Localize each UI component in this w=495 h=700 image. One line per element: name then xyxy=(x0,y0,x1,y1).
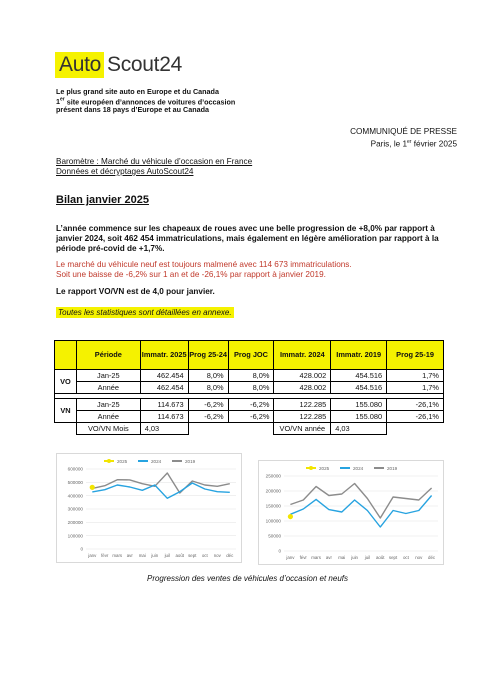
table-cell-empty xyxy=(387,423,444,435)
table-cell: 8,0% xyxy=(188,370,228,382)
table-row xyxy=(55,370,444,382)
x-tick-label: août xyxy=(375,555,385,560)
y-tick-label: 150000 xyxy=(265,503,281,509)
data-point-2025 xyxy=(90,485,95,490)
chart-caption: Progression des ventes de véhicules d’occasion et neufs xyxy=(146,574,348,583)
table-cell: -6,2% xyxy=(188,399,228,411)
table-row xyxy=(55,411,444,423)
y-tick-label: 200000 xyxy=(67,519,83,525)
annex-note: Toutes les statistiques sont détaillées en annexe. xyxy=(58,308,232,317)
x-tick-label: janv xyxy=(286,555,295,560)
x-tick-label: avr xyxy=(325,555,332,560)
x-tick-label: mars xyxy=(311,555,321,560)
x-tick-label: nov xyxy=(213,553,221,558)
x-tick-label: mai xyxy=(138,553,146,558)
group-label-vn: VN xyxy=(55,399,77,423)
y-tick-label: 100000 xyxy=(265,518,281,524)
table-header: Période xyxy=(76,341,140,370)
x-tick-label: janv xyxy=(88,553,97,558)
press-release-date: Paris, le 1er février 2025 xyxy=(370,139,457,149)
table-cell-empty xyxy=(228,423,274,435)
chart-frame xyxy=(57,454,242,563)
table-cell: -6,2% xyxy=(228,411,274,423)
autoscout24-logo xyxy=(55,52,182,78)
y-tick-label: 400000 xyxy=(67,493,83,499)
table-header-row xyxy=(55,341,444,370)
table-cell: Jan-25 xyxy=(76,399,140,411)
y-tick-label: 200000 xyxy=(265,488,281,494)
table-header: Immatr. 2019 xyxy=(331,341,387,370)
table-cell: 8,0% xyxy=(188,382,228,394)
x-tick-label: juin xyxy=(351,555,359,560)
legend-label: 2024 xyxy=(353,466,364,471)
table-cell: 8,0% xyxy=(228,370,274,382)
table-cell: 114.673 xyxy=(140,399,188,411)
tagline-line-3: présent dans 18 pays d’Europe et au Canada xyxy=(56,105,209,114)
x-tick-label: août xyxy=(175,553,185,558)
x-tick-label: mai xyxy=(338,555,346,560)
table-cell: 155.080 xyxy=(331,399,387,411)
table-cell-empty xyxy=(188,423,228,435)
vn-sales-chart xyxy=(258,460,444,565)
ratio-year-value: 4,03 xyxy=(331,423,387,435)
table-cell: 428.002 xyxy=(274,382,331,394)
table-row xyxy=(55,399,444,411)
x-tick-label: oct xyxy=(402,555,409,560)
table-cell: 1,7% xyxy=(387,382,444,394)
table-cell-empty xyxy=(55,423,77,435)
logo-auto: Auto xyxy=(55,52,104,78)
table-cell: 122.285 xyxy=(274,411,331,423)
vn-text-2: Soit une baisse de -6,2% sur 1 an et de -26,1% par rapport à janvier 2019. xyxy=(56,270,326,279)
x-tick-label: juin xyxy=(151,553,159,558)
legend-label: 2024 xyxy=(151,459,162,464)
table-header: Prog 25-19 xyxy=(387,341,444,370)
table-cell: 462.454 xyxy=(140,370,188,382)
x-tick-label: juil xyxy=(164,553,170,558)
group-label-vo: VO xyxy=(55,370,77,394)
stats-table xyxy=(54,340,444,435)
tagline-rank: 1er xyxy=(56,97,65,107)
x-tick-label: nov xyxy=(415,555,423,560)
table-cell: 114.673 xyxy=(140,411,188,423)
legend-marker xyxy=(107,459,111,463)
table-cell: -26,1% xyxy=(387,399,444,411)
x-tick-label: avr xyxy=(126,553,133,558)
ratio-month-label: VO/VN Mois xyxy=(76,423,140,435)
vo-sales-chart xyxy=(56,453,242,563)
vn-text-1: Le marché du véhicule neuf est toujours malmené avec 114 673 immatriculations. xyxy=(56,260,352,269)
y-tick-label: 0 xyxy=(278,548,281,554)
y-tick-label: 0 xyxy=(80,546,83,552)
table-cell: 8,0% xyxy=(228,382,274,394)
table-cell: -26,1% xyxy=(387,411,444,423)
tagline-line-2-text: site européen d’annonces de voitures d’occasion xyxy=(64,97,236,107)
table-cell: Année xyxy=(76,411,140,423)
legend-label: 2025 xyxy=(117,459,128,464)
y-tick-label: 500000 xyxy=(67,479,83,485)
legend-marker xyxy=(309,466,313,470)
table-footer-row xyxy=(55,423,444,435)
table-cell: -6,2% xyxy=(188,411,228,423)
legend-label: 2019 xyxy=(185,459,196,464)
tagline-line-1: Le plus grand site auto en Europe et du Canada xyxy=(56,87,219,96)
legend-label: 2025 xyxy=(319,466,330,471)
table-header-empty xyxy=(55,341,77,370)
ratio-year-label: VO/VN année xyxy=(274,423,331,435)
x-tick-label: sept xyxy=(188,553,197,558)
ratio-text: Le rapport VO/VN est de 4,0 pour janvier. xyxy=(56,287,215,296)
table-cell: 428.002 xyxy=(274,370,331,382)
x-tick-label: mars xyxy=(112,553,123,558)
logo-scout24: Scout24 xyxy=(107,53,182,76)
x-tick-label: déc xyxy=(226,553,234,558)
x-tick-label: sept xyxy=(388,555,398,560)
y-tick-label: 600000 xyxy=(67,466,83,472)
table-cell: 1,7% xyxy=(387,370,444,382)
table-cell: 454.516 xyxy=(331,370,387,382)
table-cell: 462.454 xyxy=(140,382,188,394)
table-header: Prog JOC xyxy=(228,341,274,370)
legend-label: 2019 xyxy=(387,466,398,471)
table-header: Immatr. 2024 xyxy=(274,341,331,370)
barometre-title: Baromètre : Marché du véhicule d’occasion en France xyxy=(56,157,253,166)
x-tick-label: févr xyxy=(299,555,307,560)
x-tick-label: déc xyxy=(428,555,436,560)
table-cell: 454.516 xyxy=(331,382,387,394)
table-cell: Année xyxy=(76,382,140,394)
y-tick-label: 300000 xyxy=(67,506,83,512)
table-header: Prog 25-24 xyxy=(188,341,228,370)
table-cell: Jan-25 xyxy=(76,370,140,382)
table-cell: 155.080 xyxy=(331,411,387,423)
y-tick-label: 100000 xyxy=(67,533,83,539)
ratio-month-value: 4,03 xyxy=(140,423,188,435)
y-tick-label: 50000 xyxy=(268,533,281,539)
page-title: Bilan janvier 2025 xyxy=(56,194,149,206)
table-row xyxy=(55,382,444,394)
x-tick-label: févr xyxy=(101,553,109,558)
table-header: Immatr. 2025 xyxy=(140,341,188,370)
table-cell: 122.285 xyxy=(274,399,331,411)
table-cell: -6,2% xyxy=(228,399,274,411)
data-point-2025 xyxy=(288,514,293,519)
x-tick-label: juil xyxy=(364,555,371,560)
barometre-subtitle: Données et décryptages AutoScout24 xyxy=(56,167,194,176)
lead-paragraph: L’année commence sur les chapeaux de roues avec une belle progression de +8,0% par rapport à janvier 2024, soit 462 454 immatriculations, mais également en légère amélioration par rapport à la période pré-covid de +1,7%. xyxy=(56,224,439,253)
y-tick-label: 250000 xyxy=(265,473,281,479)
press-release-label: COMMUNIQUÉ DE PRESSE xyxy=(350,127,457,136)
x-tick-label: oct xyxy=(201,553,208,558)
